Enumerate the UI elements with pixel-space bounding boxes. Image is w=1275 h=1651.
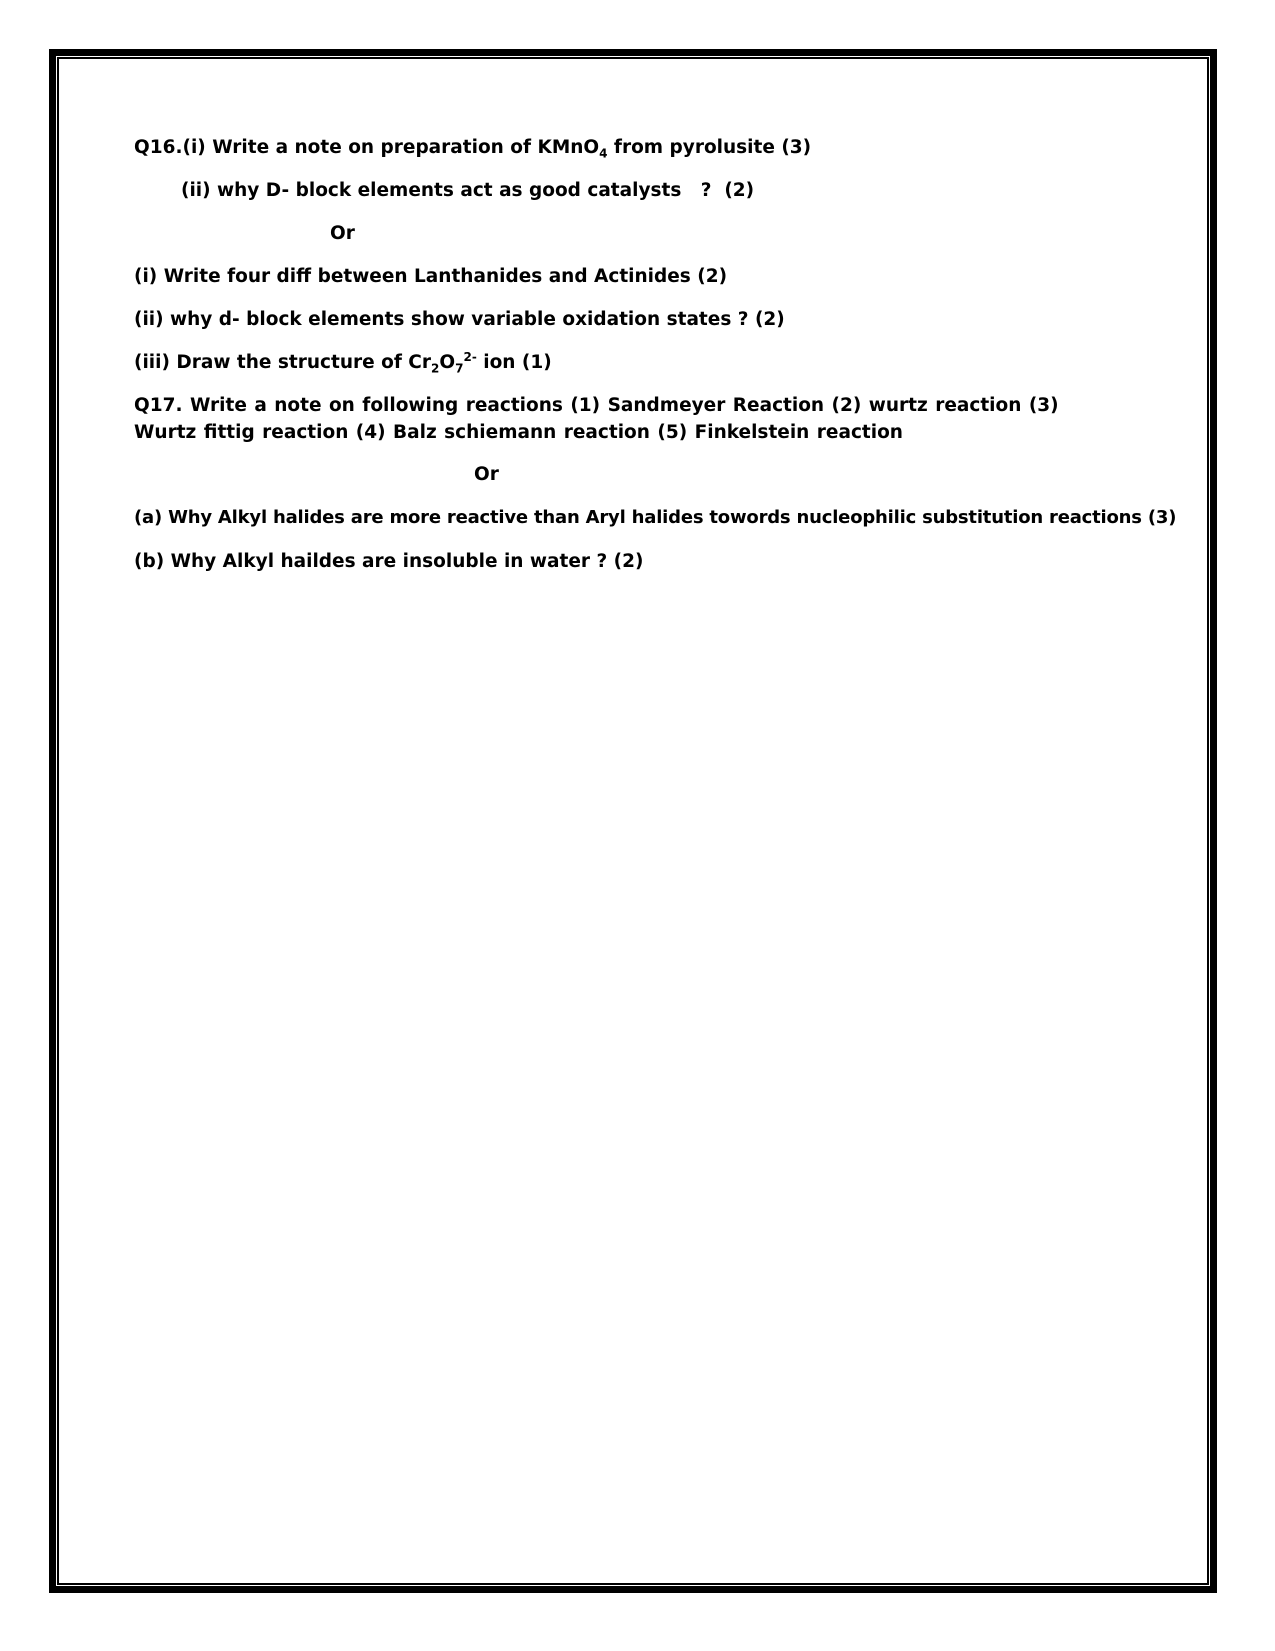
- q16-alt-3-mid: O: [439, 352, 456, 373]
- q17-or: Or: [474, 464, 499, 485]
- q16-part-1: [134, 134, 811, 161]
- q16-alt-3-subscript-1: 2: [431, 361, 440, 376]
- q16-part-1-prefix: Q16.(i) Write a note on preparation of KMnO: [134, 137, 600, 158]
- q17-question: Q17. Write a note on following reactions (1) Sandmeyer Reaction (2) wurtz reaction (3) Wurtz fittig reaction (4) Balz schiemann reaction (5) Finkelstein reaction: [134, 395, 1059, 443]
- q17-alt-a: (a) Why Alkyl halides are more reactive than Aryl halides towords nucleophilic substitution reactions (3): [134, 507, 1177, 528]
- q16-part-2: (ii) why D- block elements act as good catalysts ? (2): [181, 180, 755, 201]
- q16-or: Or: [330, 223, 355, 244]
- q16-alt-3-superscript: 2-: [463, 349, 477, 364]
- q16-alt-2: (ii) why d- block elements show variable oxidation states ? (2): [134, 309, 785, 330]
- q16-alt-3-prefix: (iii) Draw the structure of Cr: [134, 352, 432, 373]
- q16-alt-1: (i) Write four diff between Lanthanides and Actinides (2): [134, 266, 728, 287]
- q16-alt-3: [134, 349, 552, 376]
- q16-part-1-subscript: 4: [599, 146, 608, 161]
- q16-alt-3-suffix: ion (1): [476, 352, 552, 373]
- q16-part-1-suffix: from pyrolusite (3): [607, 137, 812, 158]
- q17-alt-b: (b) Why Alkyl haildes are insoluble in water ? (2): [134, 551, 644, 572]
- q16-alt-3-subscript-2: 7: [455, 361, 464, 376]
